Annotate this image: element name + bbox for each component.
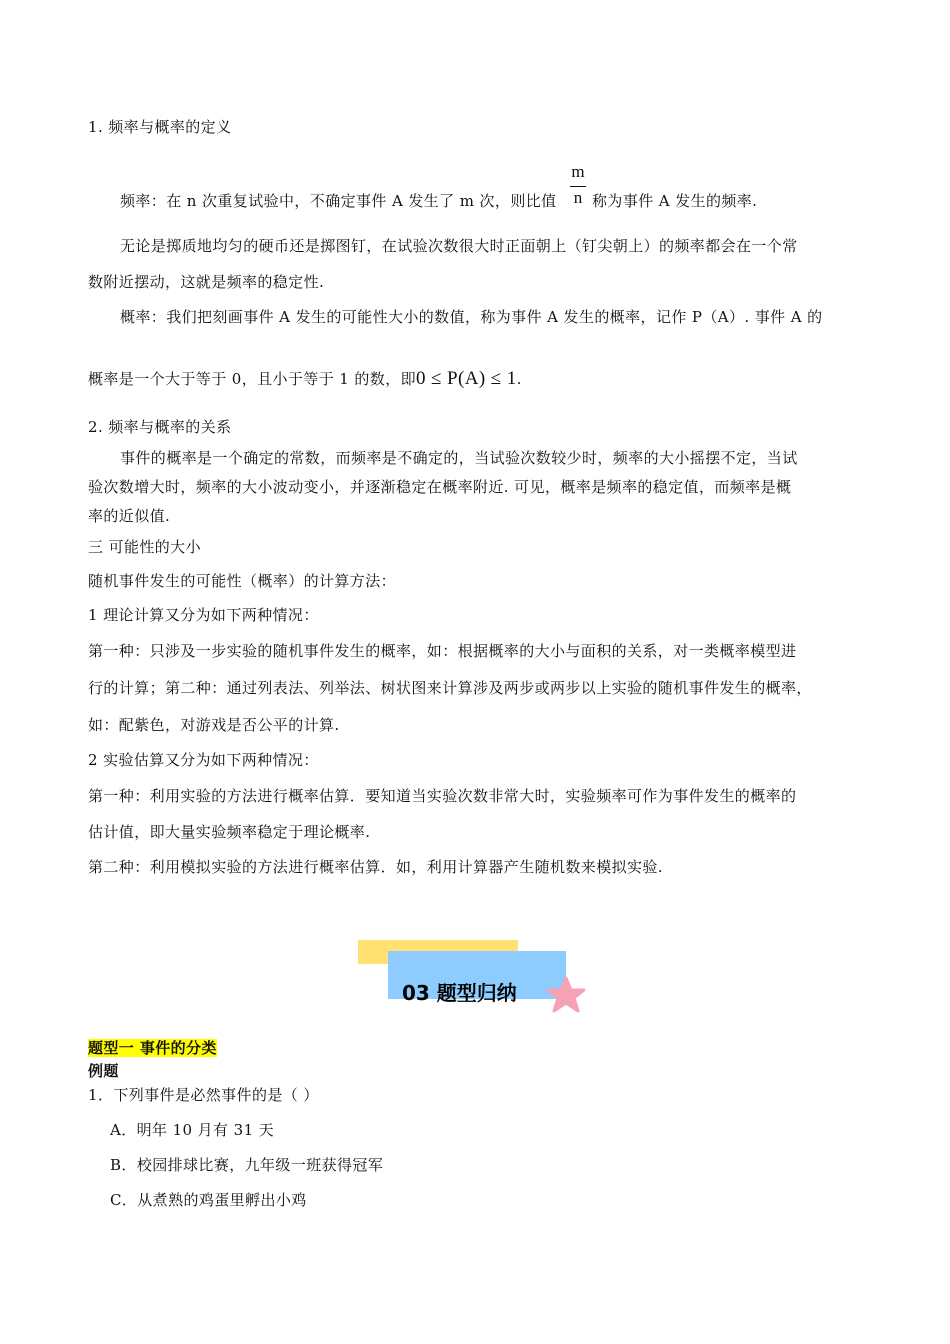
possibility-line: 第一种：利用实验的方法进行概率估算．要知道当实验次数非常大时，实验频率可作为事件发生的概率的 — [88, 787, 797, 805]
relation-line: 验次数增大时，频率的大小波动变小，并逐渐稳定在概率附近. 可见，概率是频率的稳定值，而频率是概 — [88, 478, 792, 496]
probability-range-formula: 0 ≤ P(A) ≤ 1 — [416, 368, 517, 389]
possibility-line: 第二种：利用模拟实验的方法进行概率估算．如，利用计算器产生随机数来模拟实验. — [88, 858, 663, 876]
frequency-definition — [120, 191, 557, 211]
section-heading-definition: 1. 频率与概率的定义 — [88, 118, 232, 136]
fraction-denominator: n — [573, 188, 583, 207]
option-c: C．从煮熟的鸡蛋里孵出小鸡 — [110, 1191, 307, 1209]
section-banner — [358, 940, 588, 1012]
probability-definition-line: 概率：我们把刻画事件 A 发生的可能性大小的数值，称为事件 A 发生的概率，记作 P（A）. 事件 A 的 — [120, 308, 823, 326]
frequency-definition-end: 称为事件 A 发生的频率. — [592, 192, 758, 210]
fraction-numerator: m — [571, 162, 585, 181]
possibility-line: 估计值，即大量实验频率稳定于理论概率. — [88, 823, 371, 841]
fraction-bar — [570, 186, 586, 187]
option-b: B．校园排球比赛，九年级一班获得冠军 — [110, 1156, 384, 1174]
question-text: 1．下列事件是必然事件的是（ ） — [88, 1086, 319, 1104]
possibility-line: 第一种：只涉及一步实验的随机事件发生的概率，如：根据概率的大小与面积的关系，对一类概率模型进 — [88, 642, 797, 660]
possibility-line: 随机事件发生的可能性（概率）的计算方法： — [88, 572, 397, 590]
relation-line: 率的近似值. — [88, 507, 171, 525]
possibility-line: 2 实验估算又分为如下两种情况： — [88, 751, 319, 769]
relation-line: 事件的概率是一个确定的常数，而频率是不确定的，当试验次数较少时，频率的大小摇摆不定，当试 — [120, 449, 798, 467]
example-label: 例题 — [88, 1062, 119, 1080]
period: . — [516, 370, 522, 388]
frequency-definition-text: 频率：在 n 次重复试验中，不确定事件 A 发生了 m 次，则比值 — [120, 192, 557, 210]
banner-title: 03 题型归纳 — [402, 981, 517, 1005]
possibility-line: 1 理论计算又分为如下两种情况： — [88, 606, 319, 624]
stability-paragraph-line: 数附近摆动，这就是频率的稳定性. — [88, 273, 325, 291]
section-heading-possibility: 三 可能性的大小 — [88, 538, 201, 556]
probability-range-text: 概率是一个大于等于 0，且小于等于 1 的数，即 — [88, 370, 416, 388]
stability-paragraph-line: 无论是掷质地均匀的硬币还是掷图钉，在试验次数很大时正面朝上（钉尖朝上）的频率都会在一个常 — [120, 237, 798, 255]
possibility-line: 如：配紫色，对游戏是否公平的计算. — [88, 716, 340, 734]
option-a: A．明年 10 月有 31 天 — [110, 1121, 275, 1139]
probability-definition-line — [88, 369, 522, 389]
section-heading-relation: 2. 频率与概率的关系 — [88, 418, 232, 436]
possibility-line: 行的计算；第二种：通过列表法、列举法、树状图来计算涉及两步或两步以上实验的随机事件发生的概率， — [88, 679, 812, 697]
question-type-heading — [88, 1038, 217, 1058]
question-type-label: 题型一 事件的分类 — [88, 1039, 217, 1057]
star-icon — [546, 976, 586, 1014]
